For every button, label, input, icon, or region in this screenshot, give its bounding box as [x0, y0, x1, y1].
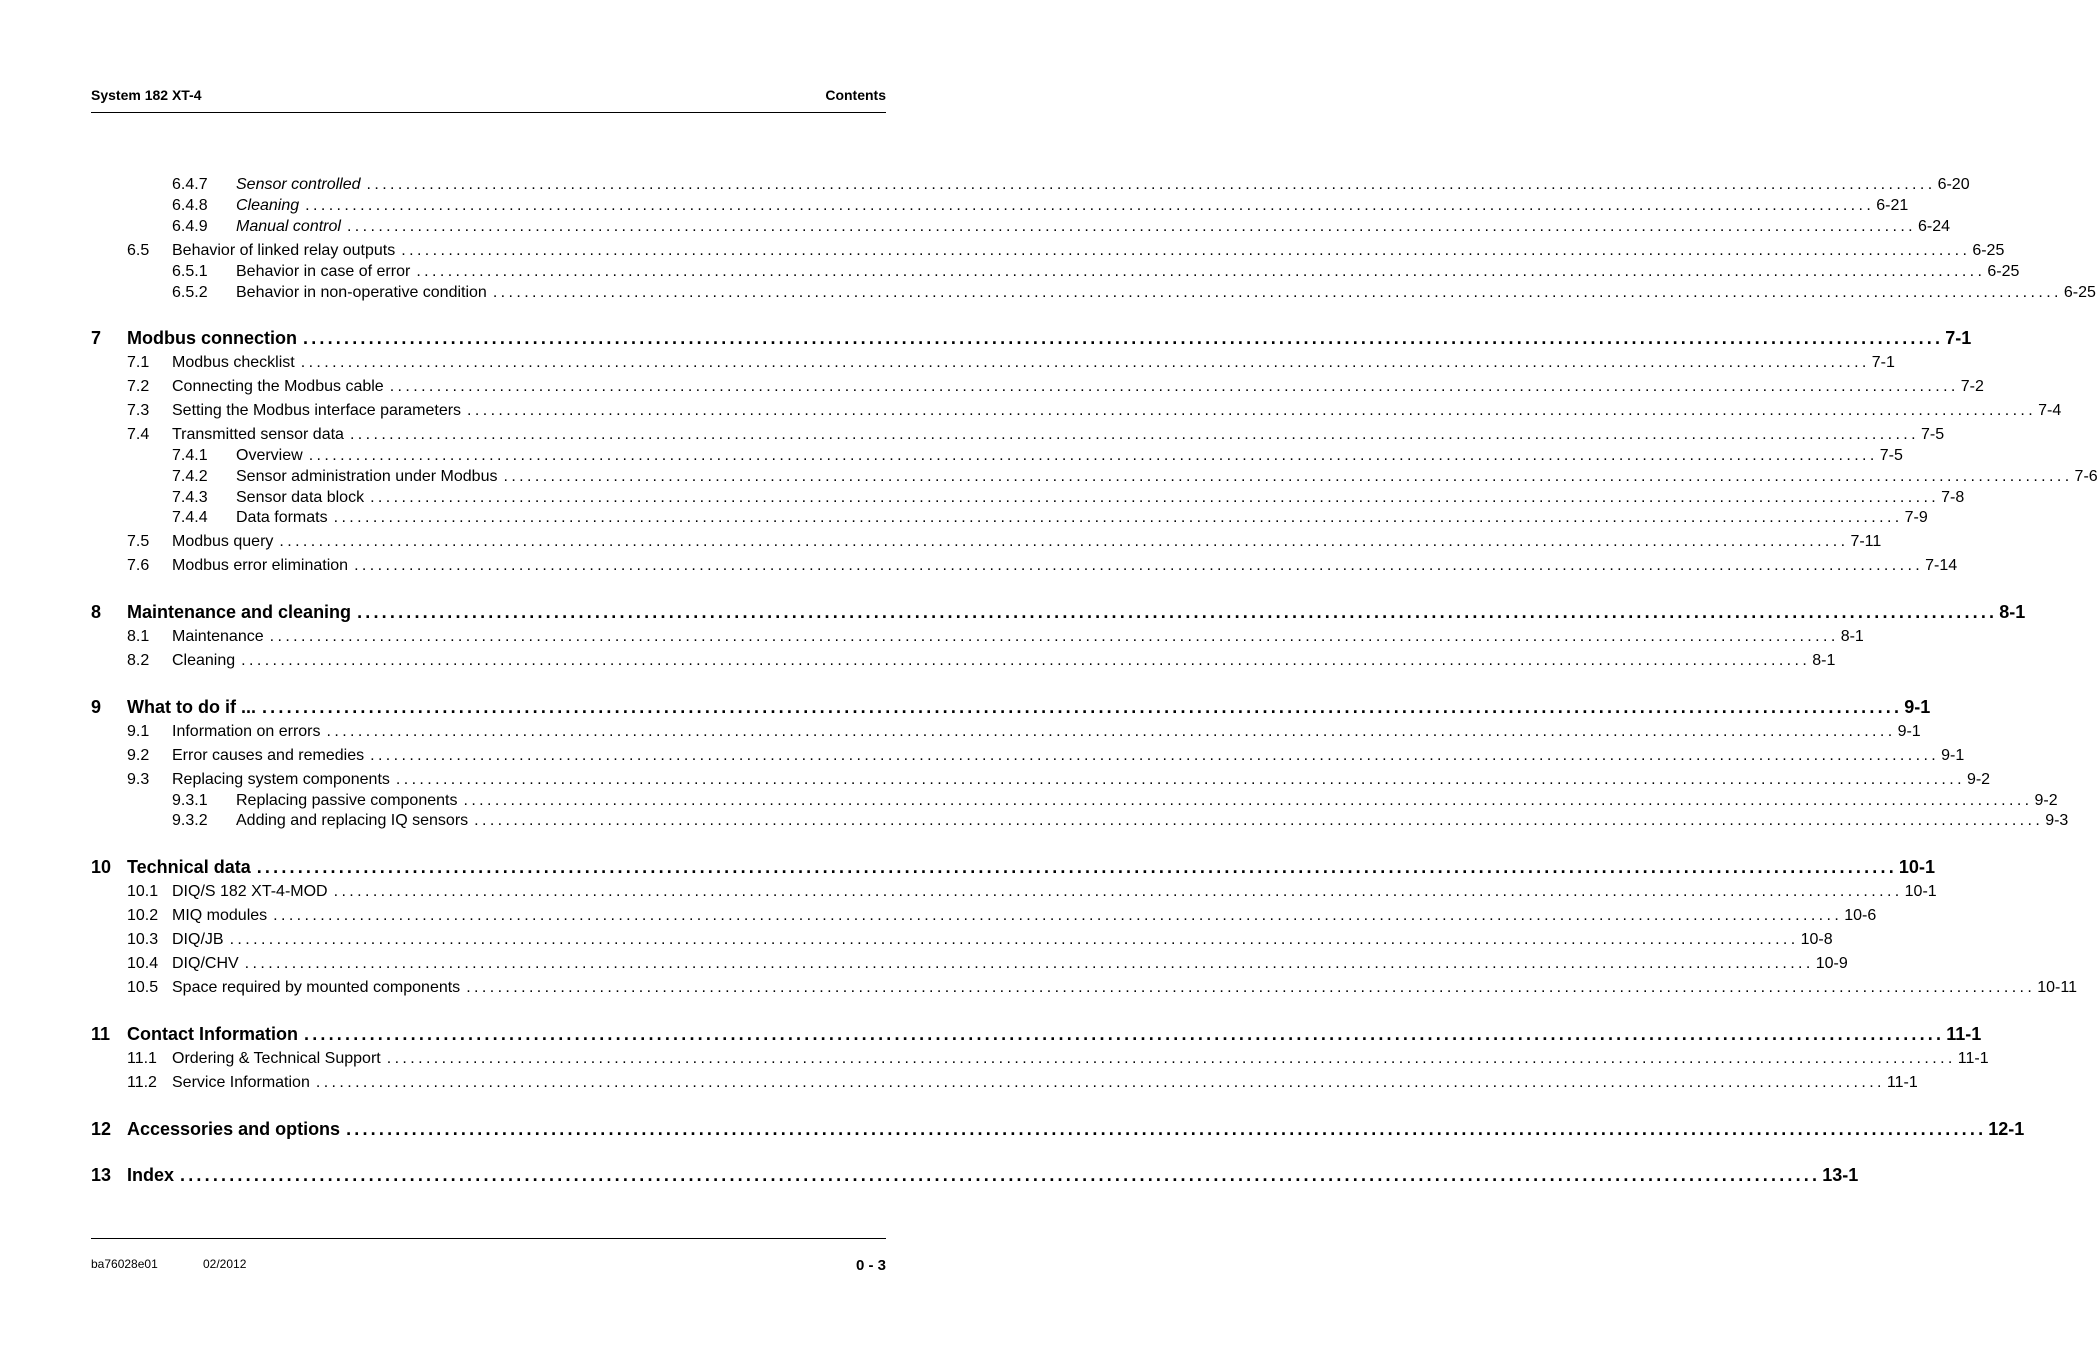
toc-entry-page: 7-5 [1879, 447, 1903, 464]
toc-dot-leader: ........................................................................................................................................................................................................ [474, 812, 2044, 829]
toc-entry-number: 8 [91, 602, 102, 622]
toc-entry-page: 11-1 [1957, 1050, 1989, 1067]
toc-dot-leader: ........................................................................................................................................................................................................ [463, 792, 2033, 809]
toc-dot-leader: ........................................................................................................................................................................................................ [370, 489, 1940, 506]
toc-entry-number: 7.4.1 [172, 447, 208, 464]
toc-dot-leader: ........................................................................................................................................................................................................ [416, 263, 1986, 280]
toc-dot-leader: ........................................................................................................................................................................................................ [308, 447, 1878, 464]
toc-dot-leader: ........................................................................................................................................................................................................ [401, 242, 1971, 259]
toc-entry-page: 6-24 [1918, 218, 1951, 235]
toc-dot-leader: ........................................................................................................................................................................................................ [304, 1024, 1945, 1044]
toc-entry-number: 7.3 [127, 402, 150, 419]
toc-entry-page: 8-1 [1999, 602, 2026, 622]
toc-dot-leader: ........................................................................................................................................................................................................ [269, 628, 1839, 645]
toc-dot-leader: ........................................................................................................................................................................................................ [349, 426, 1919, 443]
toc-dot-leader: ........................................................................................................................................................................................................ [366, 176, 1936, 193]
toc-entry-page: 9-2 [2034, 792, 2058, 809]
toc-entry-number: 7.4 [127, 426, 150, 443]
toc-chapter-entry[interactable] [0, 857, 1935, 879]
toc-entry-number: 7.4.4 [172, 509, 208, 526]
toc-entry-page: 6-25 [1987, 263, 2020, 280]
toc-entry-page: 6-25 [2063, 284, 2096, 301]
toc-entry-number: 10.1 [127, 883, 159, 900]
toc-dot-leader: ........................................................................................................................................................................................................ [346, 1119, 1987, 1139]
toc-entry-title: What to do if ... [127, 697, 256, 717]
toc-entry-title: Space required by mounted components [172, 979, 461, 996]
toc-entry-number: 8.1 [127, 628, 150, 645]
toc-dot-leader: ........................................................................................................................................................................................................ [467, 402, 2037, 419]
toc-dot-leader: ........................................................................................................................................................................................................ [261, 697, 1903, 717]
toc-dot-leader: ........................................................................................................................................................................................................ [389, 378, 1959, 395]
toc-dot-leader: ........................................................................................................................................................................................................ [503, 468, 2073, 485]
toc-chapter-entry[interactable] [0, 1024, 1982, 1046]
toc-dot-leader: ........................................................................................................................................................................................................ [180, 1165, 1821, 1185]
toc-entry-page: 7-1 [1945, 328, 1972, 348]
toc-entry-page: 7-11 [1850, 533, 1882, 550]
toc-entry-page: 9-2 [1966, 771, 1991, 788]
toc-section-entry[interactable] [0, 723, 1921, 745]
toc-entry-page: 9-1 [1904, 697, 1931, 717]
toc-entry-title: Contact Information [127, 1024, 298, 1044]
toc-entry-page: 10-6 [1844, 907, 1877, 924]
toc-entry-number: 10 [91, 857, 112, 877]
toc-section-entry[interactable] [0, 652, 1836, 674]
toc-dot-leader: ........................................................................................................................................................................................................ [303, 328, 1944, 348]
toc-section-entry[interactable] [0, 792, 2058, 814]
toc-entry-number: 9.2 [127, 747, 150, 764]
toc-dot-leader: ........................................................................................................................................................................................................ [300, 354, 1870, 371]
toc-section-entry[interactable] [0, 354, 1895, 376]
toc-entry-number: 13 [91, 1165, 112, 1185]
toc-entry-page: 8-1 [1812, 652, 1836, 669]
toc-entry-page: 9-1 [1897, 723, 1921, 740]
toc-dot-leader: ........................................................................................................................................................................................................ [333, 883, 1903, 900]
toc-section-entry[interactable] [0, 628, 1864, 650]
toc-chapter-entry[interactable] [0, 602, 2026, 624]
toc-section-entry[interactable] [0, 197, 1909, 219]
toc-section-entry[interactable] [0, 883, 1937, 905]
toc-entry-page: 7-1 [1871, 354, 1895, 371]
toc-entry-title: Transmitted sensor data [172, 426, 344, 443]
toc-entry-title: Maintenance [172, 628, 264, 645]
toc-section-entry[interactable] [0, 447, 1903, 469]
toc-entry-page: 13-1 [1822, 1165, 1859, 1185]
toc-dot-leader: ........................................................................................................................................................................................................ [244, 955, 1814, 972]
toc-entry-number: 11.2 [127, 1074, 157, 1091]
toc-dot-leader: ........................................................................................................................................................................................................ [256, 857, 1897, 877]
toc-entry-page: 7-9 [1904, 509, 1928, 526]
toc-dot-leader: ........................................................................................................................................................................................................ [229, 931, 1799, 948]
toc-entry-number: 12 [91, 1119, 112, 1139]
toc-entry-title: Information on errors [172, 723, 321, 740]
toc-entry-page: 7-14 [1925, 557, 1958, 574]
toc-entry-number: 6.5.2 [172, 284, 208, 301]
toc-dot-leader: ........................................................................................................................................................................................................ [279, 533, 1849, 550]
toc-entry-number: 10.5 [127, 979, 159, 996]
toc-entry-title: Cleaning [172, 652, 236, 669]
toc-dot-leader: ........................................................................................................................................................................................................ [315, 1074, 1885, 1091]
toc-entry-page: 7-2 [1960, 378, 1984, 395]
toc-chapter-entry[interactable] [0, 1165, 1859, 1187]
toc-entry-title: Sensor controlled [236, 176, 361, 193]
toc-entry-title: DIQ/JB [172, 931, 224, 948]
toc-entry-page: 11-1 [1886, 1074, 1918, 1091]
toc-entry-page: 10-8 [1800, 931, 1833, 948]
toc-entry-number: 10.4 [127, 955, 159, 972]
toc-entry-number: 6.4.8 [172, 197, 208, 214]
toc-entry-title: Accessories and options [127, 1119, 341, 1139]
toc-entry-number: 6.4.9 [172, 218, 208, 235]
toc-entry-page: 7-6 [2074, 468, 2098, 485]
toc-entry-page: 9-3 [2045, 812, 2069, 829]
toc-entry-title: Technical data [127, 857, 251, 877]
toc-section-entry[interactable] [0, 284, 2096, 306]
toc-dot-leader: ........................................................................................................................................................................................................ [370, 747, 1940, 764]
toc-chapter-entry[interactable] [0, 328, 1972, 350]
footer-rule [91, 1238, 886, 1239]
toc-entry-title: MIQ modules [172, 907, 268, 924]
toc-section-entry[interactable] [0, 812, 2069, 834]
toc-section-entry[interactable] [0, 263, 2020, 285]
toc-entry-title: Setting the Modbus interface parameters [172, 402, 462, 419]
toc-dot-leader: ........................................................................................................................................................................................................ [241, 652, 1811, 669]
toc-section-entry[interactable] [0, 426, 1945, 448]
toc-section-entry[interactable] [0, 242, 2005, 264]
toc-entry-title: Behavior in non-operative condition [236, 284, 487, 301]
toc-section-entry[interactable] [0, 747, 1965, 769]
footer-page-number: 0 - 3 [855, 1257, 886, 1274]
toc-entry-title: Behavior of linked relay outputs [172, 242, 396, 259]
toc-entry-page: 6-20 [1937, 176, 1970, 193]
toc-entry-page: 12-1 [1988, 1119, 2025, 1139]
toc-entry-number: 7.2 [127, 378, 150, 395]
toc-chapter-entry[interactable] [0, 697, 1931, 719]
toc-entry-page: 10-1 [1904, 883, 1937, 900]
toc-entry-number: 6.5.1 [172, 263, 208, 280]
toc-entry-title: Modbus checklist [172, 354, 295, 371]
toc-section-entry[interactable] [0, 1050, 1989, 1072]
toc-dot-leader: ........................................................................................................................................................................................................ [346, 218, 1917, 235]
toc-entry-title: Service Information [172, 1074, 310, 1091]
toc-entry-page: 10-1 [1898, 857, 1935, 877]
toc-entry-title: DIQ/S 182 XT-4-MOD [172, 883, 328, 900]
toc-entry-title: Cleaning [236, 197, 300, 214]
toc-section-entry[interactable] [0, 509, 1928, 531]
toc-dot-leader: ........................................................................................................................................................................................................ [492, 284, 2062, 301]
toc-section-entry[interactable] [0, 979, 2077, 1001]
toc-entry-title: Overview [236, 447, 303, 464]
toc-entry-title: Manual control [236, 218, 341, 235]
toc-entry-title: Modbus connection [127, 328, 297, 348]
toc-dot-leader: ........................................................................................................................................................................................................ [466, 979, 2036, 996]
toc-section-entry[interactable] [0, 218, 1951, 240]
toc-entry-page: 9-1 [1941, 747, 1965, 764]
toc-entry-page: 6-25 [1972, 242, 2005, 259]
toc-entry-number: 9.3.1 [172, 792, 208, 809]
toc-entry-title: Error causes and remedies [172, 747, 365, 764]
footer-date: 02/2012 [203, 1257, 247, 1271]
toc-dot-leader: ........................................................................................................................................................................................................ [305, 197, 1875, 214]
toc-dot-leader: ........................................................................................................................................................................................................ [357, 602, 1998, 622]
toc-entry-title: Ordering & Technical Support [172, 1050, 381, 1067]
toc-entry-number: 11.1 [127, 1050, 157, 1067]
toc-entry-number: 7.6 [127, 557, 150, 574]
toc-dot-leader: ........................................................................................................................................................................................................ [273, 907, 1843, 924]
toc-section-entry[interactable] [0, 489, 1965, 511]
toc-section-entry[interactable] [0, 955, 1848, 977]
toc-section-entry[interactable] [0, 1074, 1918, 1096]
toc-entry-page: 7-4 [2038, 402, 2062, 419]
toc-entry-title: Index [127, 1165, 175, 1185]
toc-entry-title: Sensor data block [236, 489, 365, 506]
toc-entry-number: 7 [91, 328, 102, 348]
toc-entry-title: Modbus query [172, 533, 274, 550]
toc-entry-number: 6.5 [127, 242, 150, 259]
toc-entry-number: 7.1 [127, 354, 150, 371]
toc-entry-title: Behavior in case of error [236, 263, 411, 280]
toc-entry-number: 7.5 [127, 533, 150, 550]
toc-entry-title: Sensor administration under Modbus [236, 468, 498, 485]
running-header-title: System 182 XT-4 [91, 87, 202, 103]
toc-section-entry[interactable] [0, 771, 1991, 793]
toc-entry-title: Maintenance and cleaning [127, 602, 352, 622]
toc-entry-title: DIQ/CHV [172, 955, 239, 972]
toc-entry-title: Modbus error elimination [172, 557, 349, 574]
toc-entry-title: Replacing passive components [236, 792, 458, 809]
toc-dot-leader: ........................................................................................................................................................................................................ [333, 509, 1903, 526]
toc-chapter-entry[interactable] [0, 1119, 2025, 1141]
toc-section-entry[interactable] [0, 557, 1958, 579]
toc-entry-number: 11 [91, 1024, 111, 1044]
toc-entry-number: 7.4.3 [172, 489, 208, 506]
toc-entry-page: 10-11 [2037, 979, 2077, 996]
toc-entry-number: 6.4.7 [172, 176, 208, 193]
toc-section-entry[interactable] [0, 402, 2062, 424]
toc-entry-page: 6-21 [1876, 197, 1909, 214]
toc-dot-leader: ........................................................................................................................................................................................................ [395, 771, 1965, 788]
toc-entry-page: 7-8 [1941, 489, 1965, 506]
toc-entry-title: Adding and replacing IQ sensors [236, 812, 469, 829]
toc-entry-page: 8-1 [1840, 628, 1864, 645]
toc-entry-number: 9.3 [127, 771, 150, 788]
toc-section-entry[interactable] [0, 931, 1833, 953]
toc-section-entry[interactable] [0, 176, 1970, 198]
toc-entry-number: 9.1 [127, 723, 150, 740]
toc-entry-number: 10.3 [127, 931, 159, 948]
toc-dot-leader: ........................................................................................................................................................................................................ [386, 1050, 1956, 1067]
toc-entry-title: Connecting the Modbus cable [172, 378, 384, 395]
toc-entry-number: 10.2 [127, 907, 159, 924]
toc-section-entry[interactable] [0, 533, 1882, 555]
toc-entry-number: 7.4.2 [172, 468, 208, 485]
toc-entry-number: 8.2 [127, 652, 150, 669]
toc-dot-leader: ........................................................................................................................................................................................................ [354, 557, 1924, 574]
toc-entry-number: 9.3.2 [172, 812, 208, 829]
toc-entry-page: 11-1 [1946, 1024, 1982, 1044]
toc-section-entry[interactable] [0, 378, 1984, 400]
toc-section-entry[interactable] [0, 468, 2098, 490]
toc-entry-page: 7-5 [1921, 426, 1945, 443]
toc-dot-leader: ........................................................................................................................................................................................................ [326, 723, 1896, 740]
toc-section-entry[interactable] [0, 907, 1877, 929]
toc-entry-title: Replacing system components [172, 771, 390, 788]
toc-entry-title: Data formats [236, 509, 328, 526]
running-header-section: Contents [825, 87, 886, 103]
toc-entry-page: 10-9 [1815, 955, 1848, 972]
toc-entry-number: 9 [91, 697, 102, 717]
footer-doc-id: ba76028e01 [91, 1257, 158, 1271]
